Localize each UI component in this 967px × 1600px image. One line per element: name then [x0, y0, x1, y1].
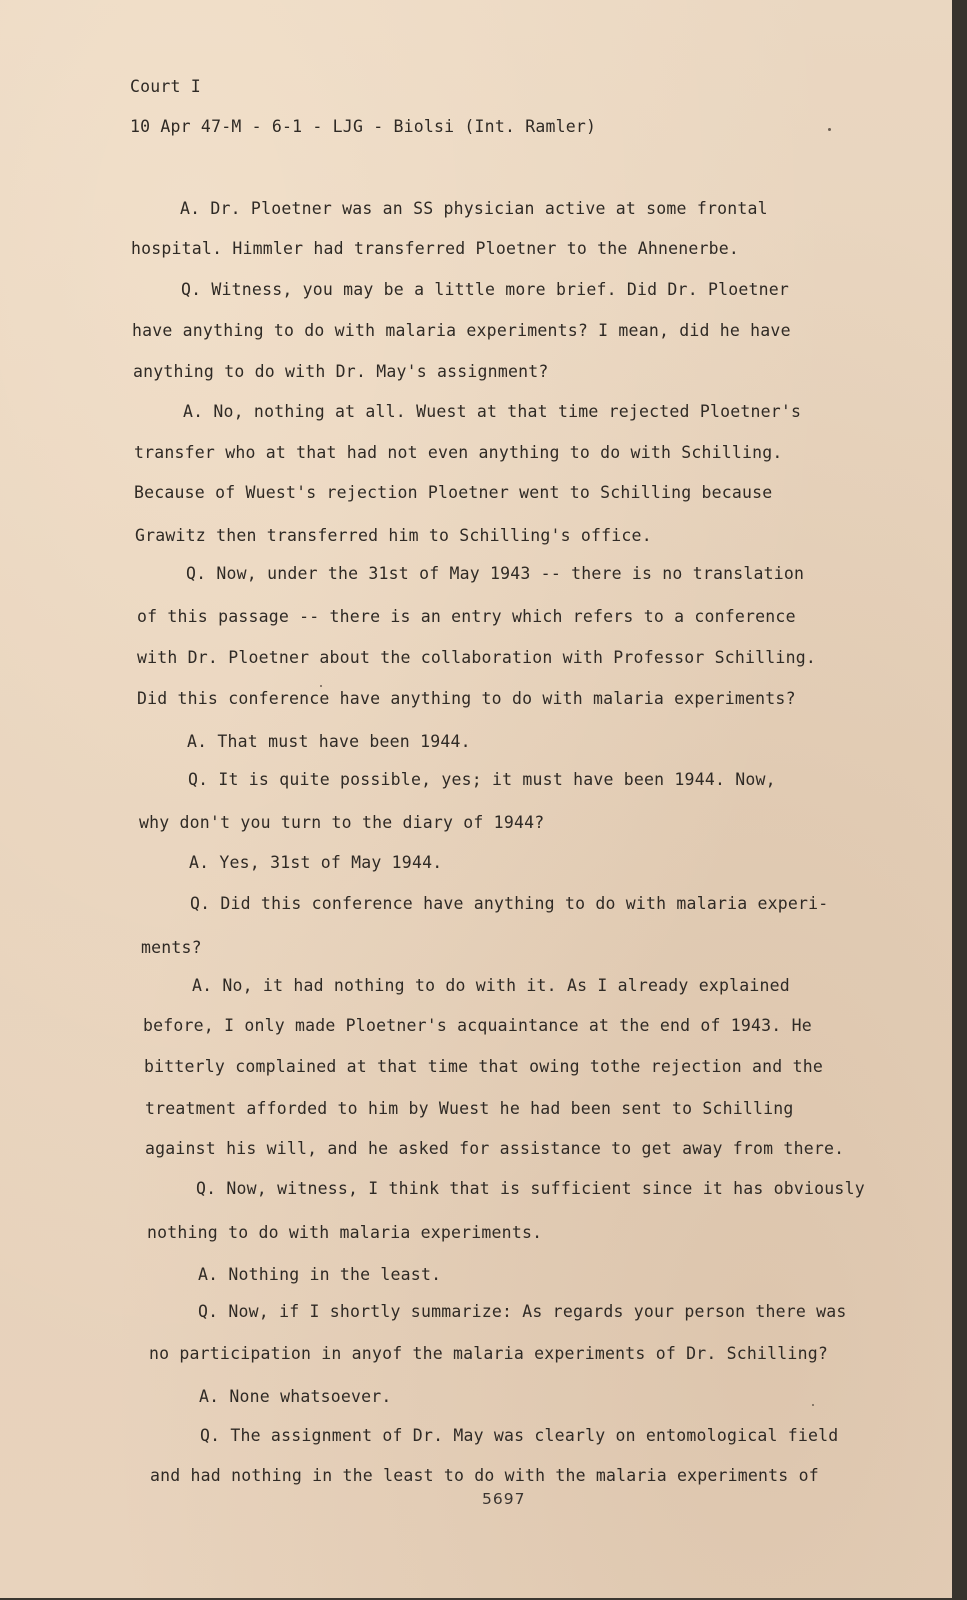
- transcript-line: Q. Now, if I shortly summarize: As regards your person there was: [198, 1302, 847, 1321]
- transcript-line: bitterly complained at that time that owing tothe rejection and the: [144, 1057, 823, 1076]
- transcript-line: A. None whatsoever.: [199, 1387, 392, 1406]
- transcript-line: Q. Witness, you may be a little more brief. Did Dr. Ploetner: [181, 280, 790, 299]
- transcript-line: ments?: [141, 938, 202, 957]
- transcript-line: Q. The assignment of Dr. May was clearly on entomological field: [200, 1426, 839, 1445]
- transcript-line: A. No, nothing at all. Wuest at that time rejected Ploetner's: [183, 402, 802, 421]
- paper-speck: [320, 685, 322, 687]
- transcript-line: A. Yes, 31st of May 1944.: [189, 853, 443, 872]
- transcript-line: A. Nothing in the least.: [198, 1265, 442, 1284]
- transcript-line: Did this conference have anything to do with malaria experiments?: [137, 689, 796, 708]
- transcript-line: Grawitz then transferred him to Schilling's office.: [135, 526, 652, 545]
- transcript-line: Q. Now, under the 31st of May 1943 -- there is no translation: [186, 564, 805, 583]
- transcript-line: anything to do with Dr. May's assignment?: [133, 362, 549, 381]
- transcript-line: and had nothing in the least to do with the malaria experiments of: [150, 1466, 819, 1485]
- scan-edge: [952, 0, 967, 1600]
- page-number: 5697: [482, 1490, 526, 1508]
- transcript-line: treatment afforded to him by Wuest he had been sent to Schilling: [145, 1099, 794, 1118]
- transcript-line: no participation in anyof the malaria experiments of Dr. Schilling?: [149, 1344, 828, 1363]
- session-header: 10 Apr 47-M - 6-1 - LJG - Biolsi (Int. Ramler): [130, 117, 597, 136]
- court-header: Court I: [130, 77, 201, 96]
- transcript-line: against his will, and he asked for assistance to get away from there.: [145, 1139, 845, 1158]
- transcript-line: of this passage -- there is an entry which refers to a conference: [137, 607, 796, 626]
- transcript-line: A. Dr. Ploetner was an SS physician active at some frontal: [180, 199, 768, 218]
- transcript-line: Because of Wuest's rejection Ploetner went to Schilling because: [134, 483, 773, 502]
- transcript-line: Q. Did this conference have anything to do with malaria experi-: [190, 894, 829, 913]
- transcript-line: Q. It is quite possible, yes; it must have been 1944. Now,: [188, 770, 776, 789]
- paper-speck: [812, 1404, 814, 1406]
- transcript-line: nothing to do with malaria experiments.: [147, 1223, 543, 1242]
- transcript-line: hospital. Himmler had transferred Ploetner to the Ahnenerbe.: [131, 239, 740, 258]
- transcript-line: A. That must have been 1944.: [187, 732, 471, 751]
- transcript-line: A. No, it had nothing to do with it. As I already explained: [192, 976, 790, 995]
- transcript-line: with Dr. Ploetner about the collaboration with Professor Schilling.: [137, 648, 816, 667]
- transcript-line: Q. Now, witness, I think that is sufficient since it has obviously: [196, 1179, 865, 1198]
- paper-speck: [828, 128, 831, 131]
- transcript-line: why don't you turn to the diary of 1944?: [139, 813, 545, 832]
- transcript-line: transfer who at that had not even anything to do with Schilling.: [134, 443, 783, 462]
- transcript-line: have anything to do with malaria experiments? I mean, did he have: [132, 321, 791, 340]
- transcript-line: before, I only made Ploetner's acquaintance at the end of 1943. He: [143, 1016, 812, 1035]
